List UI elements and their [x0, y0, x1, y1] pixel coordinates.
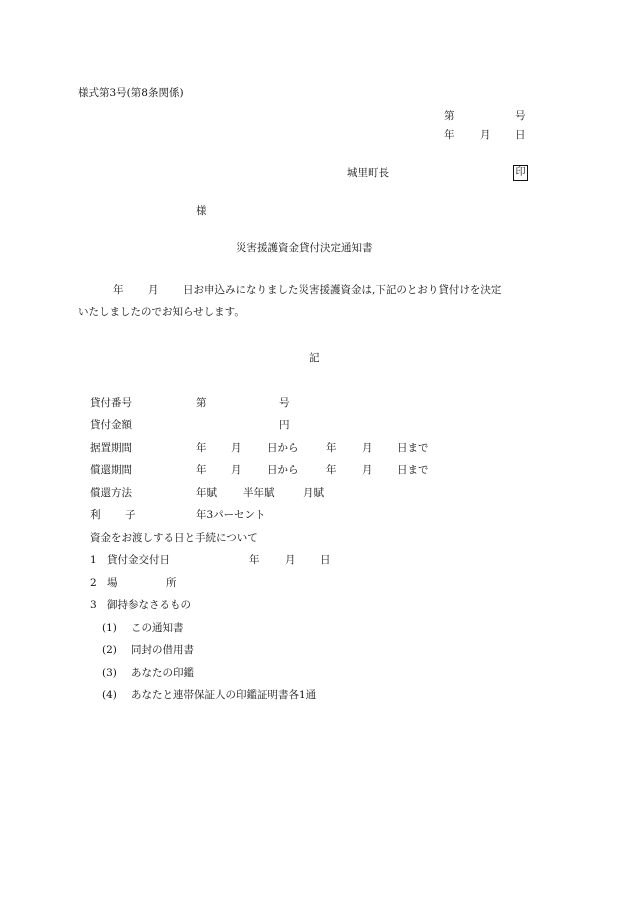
handover-item1-year: 年	[249, 554, 260, 566]
subitem-4-text: あなたと連帯保証人の印鑑証明書各1通	[131, 689, 317, 701]
seal-mark: 印	[513, 165, 528, 181]
loan-amount-unit: 円	[279, 419, 290, 431]
deferment-year2: 年	[326, 442, 337, 454]
subitem-2-text: 同封の借用書	[131, 644, 194, 656]
body-month: 月	[148, 284, 159, 296]
deferment-year1: 年	[196, 442, 207, 454]
deferment-month1: 月	[231, 442, 242, 454]
deferment-month2: 月	[362, 442, 373, 454]
interest-value: 年3パーセント	[196, 509, 266, 521]
repayment-period-label: 償還期間	[90, 464, 132, 476]
repayment-period-until: 日まで	[397, 464, 429, 476]
repayment-method-monthly: 月賦	[303, 487, 324, 499]
repayment-period-month2: 月	[362, 464, 373, 476]
handover-item1-label: 貸付金交付日	[107, 554, 170, 566]
loan-number-label: 貸付番号	[90, 397, 132, 409]
repayment-period-year2: 年	[326, 464, 337, 476]
handover-item3-num: 3	[90, 599, 97, 611]
subitem-2-num: (2)	[102, 644, 117, 656]
handover-item2-num: 2	[90, 577, 97, 589]
doc-number-suffix: 号	[515, 110, 526, 122]
handover-item1-day: 日	[320, 554, 331, 566]
interest-label-b: 子	[125, 509, 136, 521]
body-line2: いたしましたのでお知らせします。	[78, 306, 245, 318]
handover-item2-label-b: 所	[166, 577, 177, 589]
loan-amount-label: 貸付金額	[90, 419, 132, 431]
recipient-honorific: 様	[196, 205, 207, 217]
deferment-from: 日から	[267, 442, 299, 454]
deferment-label: 据置期間	[90, 442, 132, 454]
repayment-method-semiannual: 半年賦	[243, 487, 275, 499]
deferment-until: 日まで	[397, 442, 429, 454]
handover-heading: 資金をお渡しする日と手続について	[90, 532, 258, 544]
subitem-4-num: (4)	[102, 689, 117, 701]
repayment-method-label: 償還方法	[90, 487, 132, 499]
date-year: 年	[444, 129, 455, 141]
loan-number-suffix: 号	[279, 397, 290, 409]
subitem-1-text: この通知書	[131, 622, 184, 634]
subitem-3-text: あなたの印鑑	[131, 667, 194, 679]
repayment-period-year1: 年	[196, 464, 207, 476]
date-month: 月	[480, 129, 491, 141]
subitem-1-num: (1)	[102, 622, 117, 634]
handover-item1-month: 月	[285, 554, 296, 566]
interest-label-a: 利	[90, 509, 101, 521]
repayment-method-annual: 年賦	[196, 487, 217, 499]
handover-item2-label-a: 場	[107, 577, 118, 589]
loan-number-prefix: 第	[196, 397, 207, 409]
ki-heading: 記	[309, 352, 320, 364]
handover-item3-label: 御持参なさるもの	[107, 599, 191, 611]
body-year: 年	[113, 284, 124, 296]
body-line1: 日お申込みになりました災害援護資金は,下記のとおり貸付けを決定	[183, 284, 502, 296]
date-day: 日	[515, 129, 526, 141]
issuer-title: 城里町長	[347, 167, 389, 179]
handover-item1-num: 1	[90, 554, 97, 566]
repayment-period-from: 日から	[267, 464, 299, 476]
doc-number-prefix: 第	[444, 110, 455, 122]
document-title: 災害援護資金貸付決定通知書	[236, 242, 373, 254]
subitem-3-num: (3)	[102, 667, 117, 679]
repayment-period-month1: 月	[231, 464, 242, 476]
form-number: 様式第3号(第8条関係)	[78, 87, 184, 99]
